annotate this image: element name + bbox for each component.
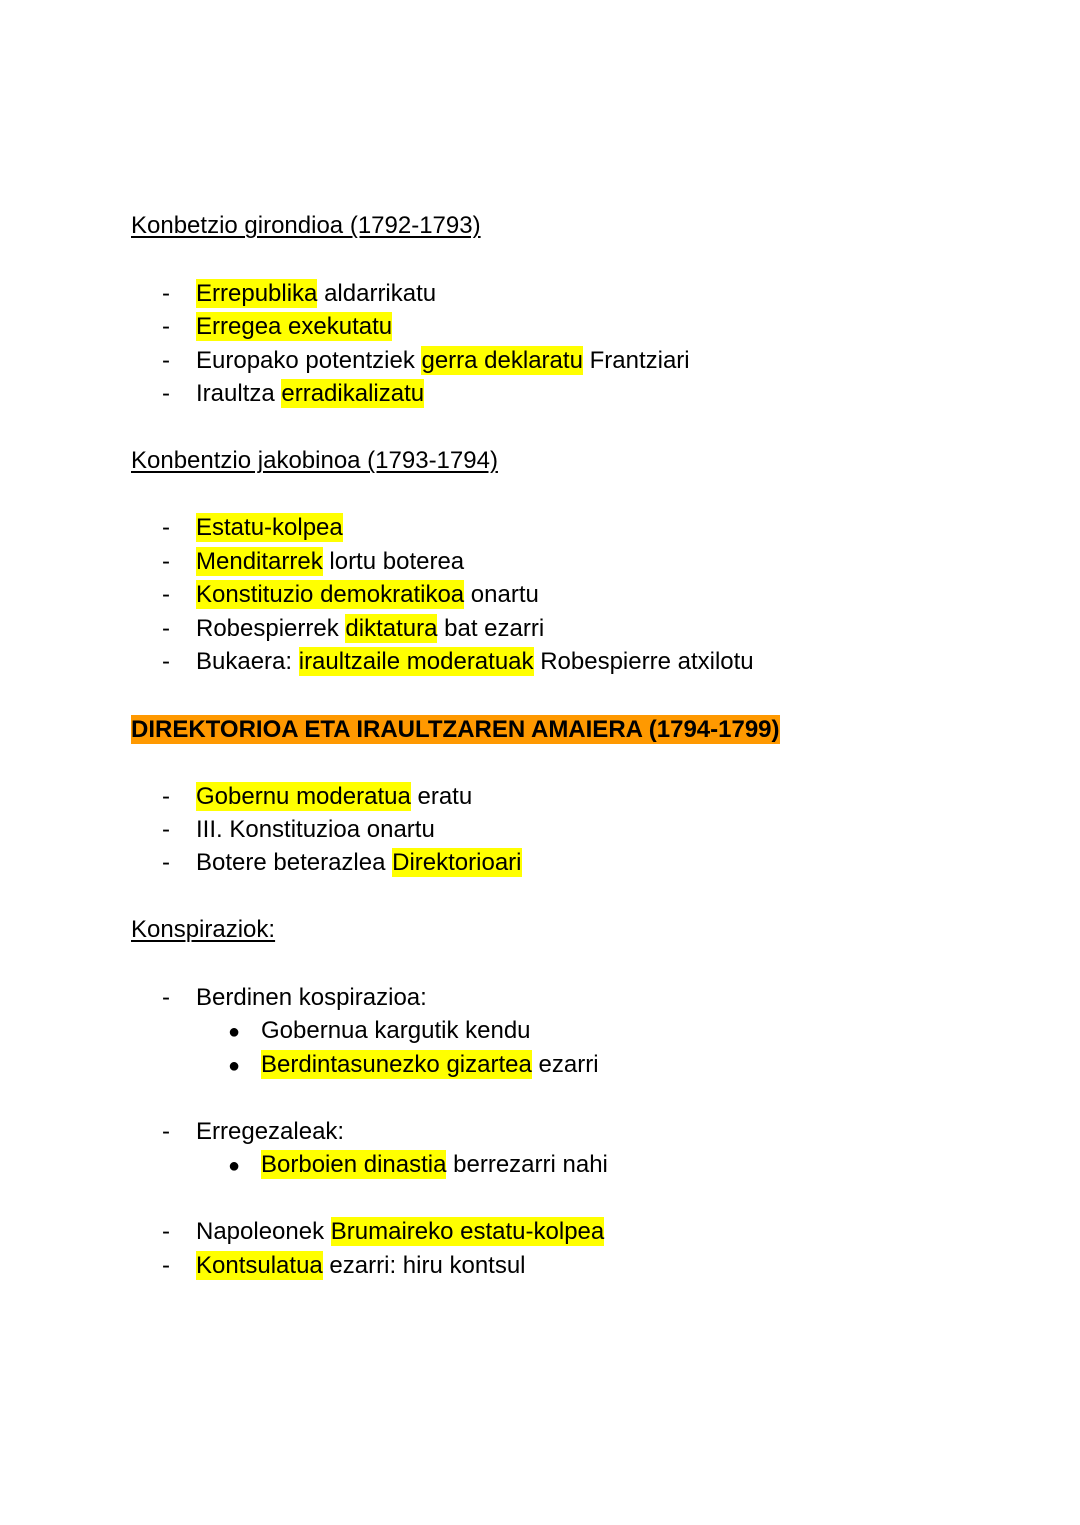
item-text: Napoleonek bbox=[196, 1218, 331, 1245]
highlight-text: Erregea exekutatu bbox=[196, 313, 393, 340]
item-text: bat ezarri bbox=[437, 615, 545, 642]
item-text: Erregezaleak: bbox=[196, 1118, 345, 1145]
item-text: Frantziari bbox=[582, 347, 690, 374]
list-item bbox=[162, 816, 435, 844]
dash-icon: - bbox=[162, 783, 170, 810]
dash-icon: - bbox=[162, 1118, 170, 1145]
item-text: onartu bbox=[464, 581, 539, 608]
dash-icon: - bbox=[162, 313, 170, 340]
bullet-icon: ● bbox=[228, 1155, 241, 1177]
sub-list-item bbox=[228, 1017, 531, 1046]
sub-list-item bbox=[228, 1151, 608, 1180]
highlight-text: Berdintasunezko gizartea bbox=[261, 1051, 532, 1078]
section-title-directory bbox=[131, 715, 780, 745]
dash-icon: - bbox=[162, 1252, 170, 1279]
item-text: Robespierre atxilotu bbox=[533, 648, 754, 675]
dash-icon: - bbox=[162, 581, 170, 608]
dash-icon: - bbox=[162, 849, 170, 876]
bullet-icon: ● bbox=[228, 1021, 241, 1043]
highlight-text: Direktorioari bbox=[392, 849, 522, 876]
item-text: lortu boterea bbox=[322, 548, 465, 575]
list-item bbox=[162, 313, 392, 341]
dash-icon: - bbox=[162, 280, 170, 307]
list-item bbox=[162, 1118, 344, 1146]
list-item bbox=[162, 849, 522, 877]
highlight-text: Menditarrek bbox=[196, 548, 323, 575]
list-item bbox=[162, 280, 436, 308]
highlight-text: Brumaireko estatu-kolpea bbox=[330, 1218, 605, 1245]
highlight-text: Borboien dinastia bbox=[261, 1151, 447, 1178]
highlight-text: Kontsulatua bbox=[196, 1252, 323, 1279]
dash-icon: - bbox=[162, 347, 170, 374]
list-item bbox=[162, 984, 427, 1012]
dash-icon: - bbox=[162, 615, 170, 642]
dash-icon: - bbox=[162, 816, 170, 843]
highlight-text: erradikalizatu bbox=[281, 380, 425, 407]
list-item bbox=[162, 548, 464, 576]
item-text: eratu bbox=[410, 783, 473, 810]
sub-list-item bbox=[228, 1051, 599, 1080]
highlight-text: Gobernu moderatua bbox=[196, 783, 411, 810]
dash-icon: - bbox=[162, 984, 170, 1011]
dash-icon: - bbox=[162, 380, 170, 407]
item-text: berrezarri nahi bbox=[446, 1151, 608, 1178]
bullet-icon: ● bbox=[228, 1055, 241, 1077]
item-text: Berdinen kospirazioa: bbox=[196, 984, 427, 1011]
dash-icon: - bbox=[162, 648, 170, 675]
highlight-text: diktatura bbox=[345, 615, 438, 642]
list-item bbox=[162, 1218, 604, 1246]
dash-icon: - bbox=[162, 548, 170, 575]
item-text: Gobernua kargutik kendu bbox=[261, 1017, 531, 1044]
item-text: Europako potentziek bbox=[196, 347, 422, 374]
highlight-text: Konstituzio demokratikoa bbox=[196, 581, 465, 608]
item-text: Robespierrek bbox=[196, 615, 346, 642]
list-item bbox=[162, 514, 343, 542]
dash-icon: - bbox=[162, 514, 170, 541]
item-text: ezarri: hiru kontsul bbox=[322, 1252, 526, 1279]
heading-girondin: Konbetzio girondioa (1792-1793) bbox=[131, 212, 481, 239]
item-text: Iraultza bbox=[196, 380, 282, 407]
dash-icon: - bbox=[162, 1218, 170, 1245]
item-text: ezarri bbox=[531, 1051, 599, 1078]
highlight-text: Errepublika bbox=[196, 280, 318, 307]
section-title-text: DIREKTORIOA ETA IRAULTZAREN AMAIERA (1794-1799) bbox=[131, 716, 780, 743]
list-item bbox=[162, 648, 754, 676]
item-text: Bukaera: bbox=[196, 648, 299, 675]
list-item bbox=[162, 783, 472, 811]
highlight-text: gerra deklaratu bbox=[421, 347, 583, 374]
list-item bbox=[162, 581, 539, 609]
list-item bbox=[162, 615, 544, 643]
list-item bbox=[162, 1252, 526, 1280]
heading-jacobin: Konbentzio jakobinoa (1793-1794) bbox=[131, 447, 498, 474]
highlight-text: iraultzaile moderatuak bbox=[298, 648, 534, 675]
list-item bbox=[162, 347, 690, 375]
highlight-text: Estatu-kolpea bbox=[196, 514, 343, 541]
list-item bbox=[162, 380, 424, 408]
heading-conspiracies: Konspiraziok: bbox=[131, 916, 276, 943]
item-text: aldarrikatu bbox=[317, 280, 437, 307]
item-text: III. Konstituzioa onartu bbox=[196, 816, 435, 843]
item-text: Botere beterazlea bbox=[196, 849, 393, 876]
